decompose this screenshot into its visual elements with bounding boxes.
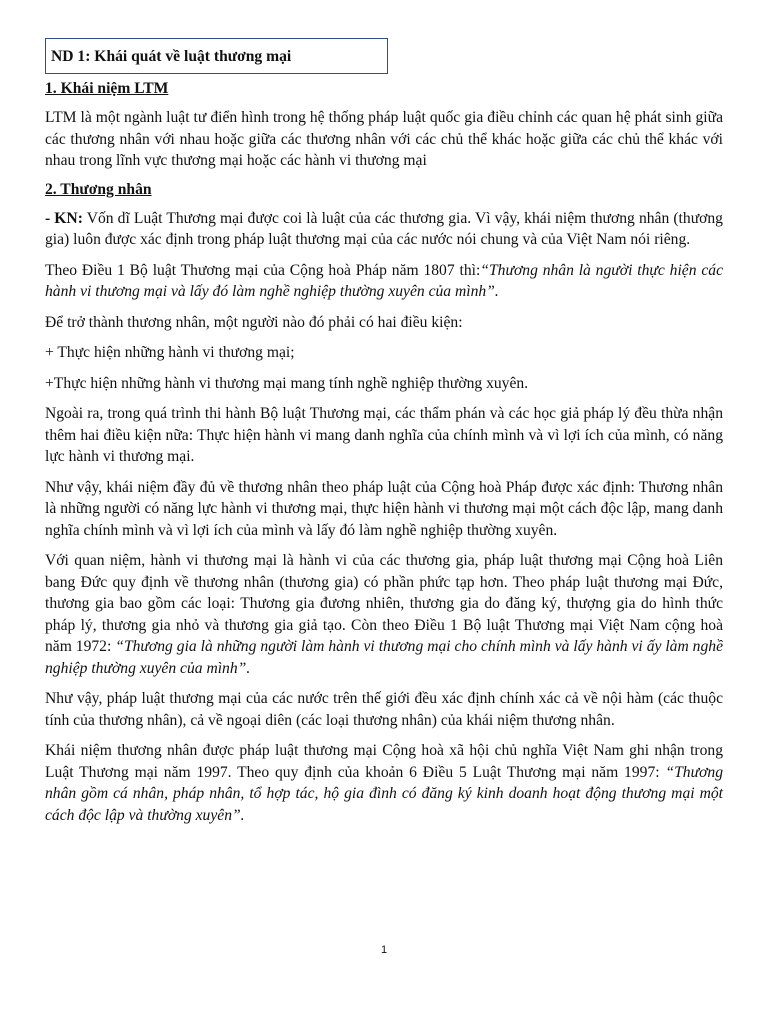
section-heading-2: 2. Thương nhân [45,180,152,198]
paragraph-condition-2: +Thực hiện những hành vi thương mại mang tính nghề nghiệp thường xuyên. [45,374,529,392]
vietnam-1997-text: Khái niệm thương nhân được pháp luật thương mại Cộng hoà xã hội chủ nghĩa Việt Nam ghi nhận trong Luật Thương mại năm 1997. Theo quy định của khoản 6 Điều 5 Luật Thương mại năm 1997: [45,742,723,781]
paragraph-additional-conditions: Ngoài ra, trong quá trình thi hành Bộ luật Thương mại, các thẩm phán và các học giả pháp lý đều thừa nhận thêm hai điều kiện nữa: Thực hiện hành vi mang danh nghĩa của chính mình và vì lợi ích của mình, có năng lực hành vi thương mại. [45,405,723,465]
vietnam-1972-quote: “Thương gia là những người làm hành vi thương mại cho chính mình và lấy hành vi ấy làm nghề nghiệp thường xuyên của mình”. [45,638,723,677]
section-heading-1: 1. Khái niệm LTM [45,80,169,97]
page-number: 1 [380,944,388,956]
france-quote: “Thương nhân là người thực hiện các hành vi thương mại và lấy đó làm nghề nghiệp thường xuyên của mình”. [45,261,723,300]
vietnam-1997-quote: “Thương nhân gồm cá nhân, pháp nhân, tổ hợp tác, hộ gia đình có đăng ký kinh doanh hoạt động thương mại một cách độc lập và thường xuyên”. [45,763,723,824]
paragraph-kn [45,208,723,251]
document-body [45,38,723,835]
paragraph-germany-vietnam-1972 [45,550,723,679]
germany-text: Với quan niệm, hành vi thương mại là hành vi của các thương gia, pháp luật thương mại Cộng hoà Liên bang Đức quy định về thương nhân (thương gia) có phần phức tạp hơn. Theo pháp luật thương mại Đức, thương gia bao gồm các loại: Thương gia đương nhiên, thương gia do đăng ký, thượng gia do hình thức pháp lý, thương gia nhỏ và thương gia giả tạo. Còn theo Điều 1 Bộ luật Thương mại Việt Nam cộng hoà năm 1972: [45,552,723,655]
document-title: ND 1: Khái quát về luật thương mại [45,38,388,74]
paragraph-condition-1: + Thực hiện những hành vi thương mại; [45,344,295,361]
kn-text: Vốn dĩ Luật Thương mại được coi là luật của các thương gia. Vì vậy, khái niệm thương nhân (thương gia) luôn được xác định trong pháp luật thương mại của các nước nói chung và của Việt Nam nói riêng. [45,209,723,248]
paragraph-ltm-definition: LTM là một ngành luật tư điển hình trong hệ thống pháp luật quốc gia điều chỉnh các quan hệ phát sinh giữa các thương nhân với nhau hoặc giữa các thương nhân với các chủ thể khác hoặc giữa các chủ thể khác với nhau trong lĩnh vực thương mại hoặc các hành vi thương mại [45,109,723,169]
paragraph-vietnam-1997 [45,740,723,826]
france-text: Theo Điều 1 Bộ luật Thương mại của Cộng hoà Pháp năm 1807 thì: [45,261,481,279]
paragraph-summary: Như vậy, pháp luật thương mại của các nước trên thế giới đều xác định chính xác cả về nội hàm (các thuộc tính của thương nhân), cả về ngoại diên (các loại thương nhân) của khái niệm thương nhân. [45,690,723,729]
paragraph-conditions-intro: Để trở thành thương nhân, một người nào đó phải có hai điều kiện: [45,313,463,331]
paragraph-france-full-definition: Như vậy, khái niệm đầy đủ về thương nhân theo pháp luật của Cộng hoà Pháp được xác định: Thương nhân là những người có năng lực hành vi thương mại, thực hiện hành vi thương mại một cách độc lập, mang danh nghĩa chính mình và vì lợi ích của mình và lấy đó làm nghề nghiệp thường xuyên. [45,478,723,539]
kn-label: - KN: [45,209,83,227]
paragraph-france-1807 [45,260,723,303]
